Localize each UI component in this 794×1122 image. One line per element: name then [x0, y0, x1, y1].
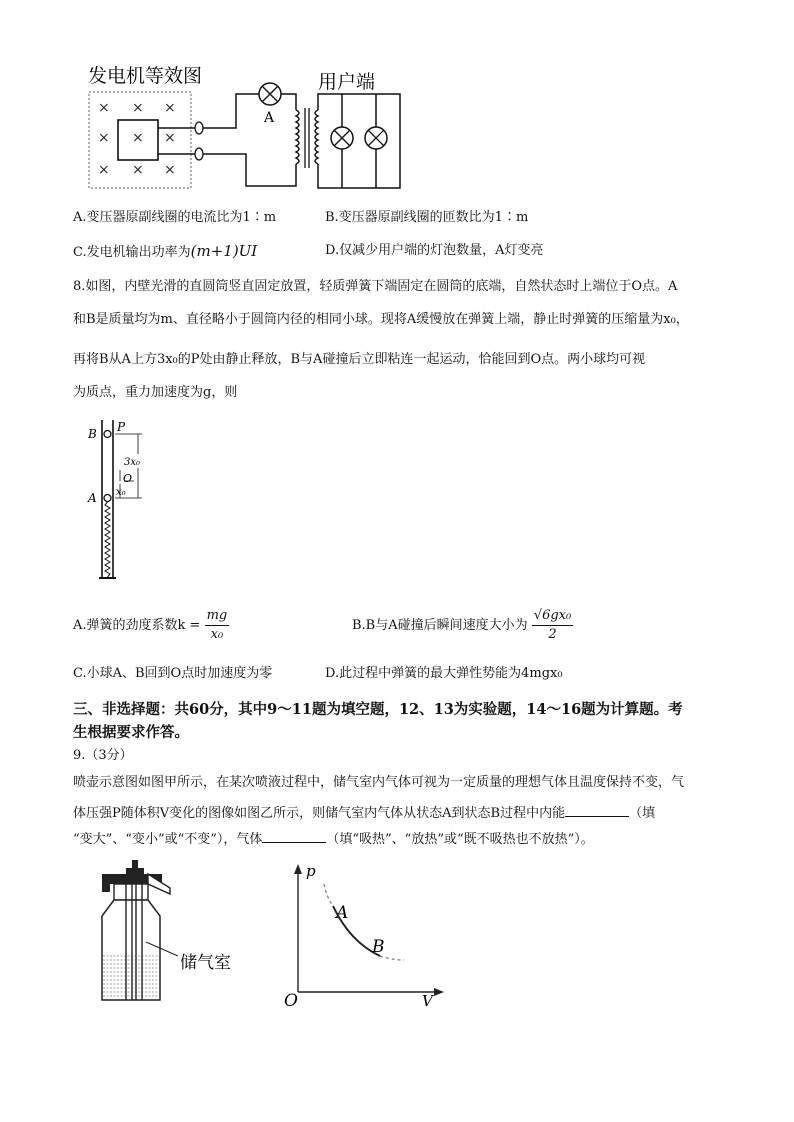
lamp-a-label: A	[264, 110, 275, 126]
graph-point-a: A	[336, 903, 349, 923]
generator-title: 发电机等效图	[88, 65, 203, 87]
fig-label-x0: x₀	[116, 487, 126, 498]
graph-axis-p: p	[306, 862, 316, 880]
q8-option-b-numerator: √6gx₀	[532, 607, 573, 626]
fig-label-b: B	[88, 427, 97, 441]
q8-option-a-text: A.弹簧的劲度系数k =	[73, 618, 201, 633]
q8-option-d: D.此过程中弹簧的最大弹性势能为4mgx₀	[325, 666, 563, 681]
q7-option-c	[73, 241, 257, 263]
generator-circuit-figure	[86, 58, 416, 194]
graph-origin: O	[284, 991, 298, 1010]
q7-option-d: D.仅减少用户端的灯泡数量，A灯变亮	[325, 243, 544, 258]
q8-option-b-denominator: 2	[548, 627, 557, 642]
q9-stem-line3-b: （填“吸热”、“放热”或“既不吸热也不放热”）。	[326, 832, 594, 847]
svg-text:×: ×	[164, 130, 176, 146]
graph-axis-v: V	[422, 992, 433, 1010]
q8-option-a-denominator: x₀	[210, 627, 224, 642]
svg-text:×: ×	[98, 162, 110, 178]
q8-option-b	[352, 606, 573, 646]
q7-option-c-math: (m+1)UI	[190, 242, 258, 260]
svg-text:×: ×	[132, 130, 144, 146]
section3-heading-line1: 三、非选择题：共60分，其中9～11题为填空题，12、13为实验题，14～16题为计算题。考	[73, 701, 683, 718]
q9-stem-line2	[73, 802, 655, 824]
fig-label-p: P	[117, 420, 126, 434]
q8-option-b-fraction	[532, 607, 573, 644]
storage-chamber-label: 储气室	[180, 953, 231, 973]
fig-label-a: A	[88, 491, 97, 505]
q9-blank-1[interactable]	[565, 802, 629, 817]
svg-text:×: ×	[164, 100, 176, 116]
q8-option-a	[73, 606, 229, 646]
q8-stem-line3: 再将B从A上方3x₀的P处由静止释放，B与A碰撞后立即粘连一起运动，恰能回到O点。两小球均可视	[73, 352, 646, 367]
pv-graph-figure	[280, 860, 450, 1010]
ball-a-icon	[104, 495, 111, 502]
fig-label-3x0: 3x₀	[124, 457, 141, 468]
q9-heading: 9.（3分）	[73, 748, 133, 763]
spring-tube-figure	[82, 418, 162, 584]
q8-option-a-fraction	[205, 607, 230, 644]
q7-option-a: A.变压器原副线圈的电流比为1∶m	[73, 210, 277, 225]
svg-text:×: ×	[132, 162, 144, 178]
q8-stem-line4: 为质点，重力加速度为g，则	[73, 385, 238, 400]
svg-text:×: ×	[98, 100, 110, 116]
svg-text:×: ×	[98, 130, 110, 146]
svg-text:×: ×	[164, 162, 176, 178]
user-end-label: 用户端	[318, 71, 376, 93]
ball-b-icon	[104, 431, 111, 438]
q9-stem-line3	[73, 828, 594, 850]
q7-option-c-text: C.发电机输出功率为	[73, 245, 191, 260]
magnetic-field-crosses	[98, 100, 176, 178]
q9-stem-line2-a: 体压强P随体积V变化的图像如图乙所示，则储气室内气体从状态A到状态B过程中内能	[73, 806, 566, 821]
q8-option-c: C.小球A、B回到O点时加速度为零	[73, 666, 273, 681]
svg-text:×: ×	[132, 100, 144, 116]
graph-point-b: B	[372, 937, 385, 957]
spray-bottle-figure	[96, 858, 266, 1008]
q9-stem-line1: 喷壶示意图如图甲所示，在某次喷液过程中，储气室内气体可视为一定质量的理想气体且温度保持不变，气	[73, 775, 685, 790]
q9-stem-line3-a: “变大”、“变小”或“不变”），气体	[73, 832, 263, 847]
q9-blank-2[interactable]	[262, 828, 326, 843]
q9-stem-line2-b: （填	[629, 806, 656, 821]
q7-option-b: B.变压器原副线圈的匝数比为1∶m	[325, 210, 529, 225]
q8-option-a-numerator: mg	[205, 607, 230, 626]
fig-label-o: O	[123, 472, 133, 485]
section3-heading-line2: 生根据要求作答。	[73, 724, 189, 741]
q8-stem-line1: 8.如图，内壁光滑的直圆筒竖直固定放置，轻质弹簧下端固定在圆筒的底端，自然状态时上端位于O点。A	[73, 279, 678, 294]
q8-option-b-text: B.B与A碰撞后瞬间速度大小为	[352, 618, 528, 633]
q8-stem-line2: 和B是质量均为m、直径略小于圆筒内径的相同小球。现将A缓慢放在弹簧上端，静止时弹簧的压缩量为x₀，	[73, 312, 689, 327]
